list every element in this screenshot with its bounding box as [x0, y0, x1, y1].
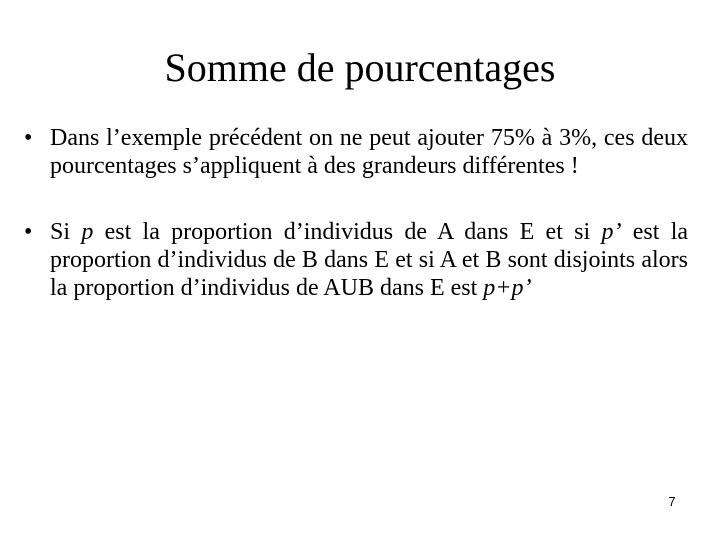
math-expression-sum: p+p’: [483, 275, 532, 301]
bullet-text-1: Dans l’exemple précédent on ne peut ajouter 75% à 3%, ces deux pourcentages s’appliquent à des grandeurs différentes !: [50, 125, 688, 179]
bullet-text-segment: est la proportion d’individus de B dans E et si A et B sont disjoints alors la proportion d’individus de AUB dans E est: [50, 219, 689, 301]
bullet-text-segment: est la proportion d’individus de A dans E et si: [93, 219, 602, 245]
slide-title: Somme de pourcentages: [164, 45, 556, 90]
page-number: 7: [668, 494, 676, 509]
bullet-item-1: [24, 124, 688, 180]
bullet-dot-icon: •: [24, 219, 33, 245]
bullet-list: [24, 124, 688, 302]
bullet-text-segment: Si: [50, 219, 82, 245]
bullet-dot-icon: •: [24, 125, 33, 151]
bullet-text-2: [50, 219, 688, 301]
bullet-item-2: [24, 218, 688, 302]
math-variable-p: p: [81, 219, 94, 245]
math-variable-p-prime: p’: [601, 219, 622, 245]
